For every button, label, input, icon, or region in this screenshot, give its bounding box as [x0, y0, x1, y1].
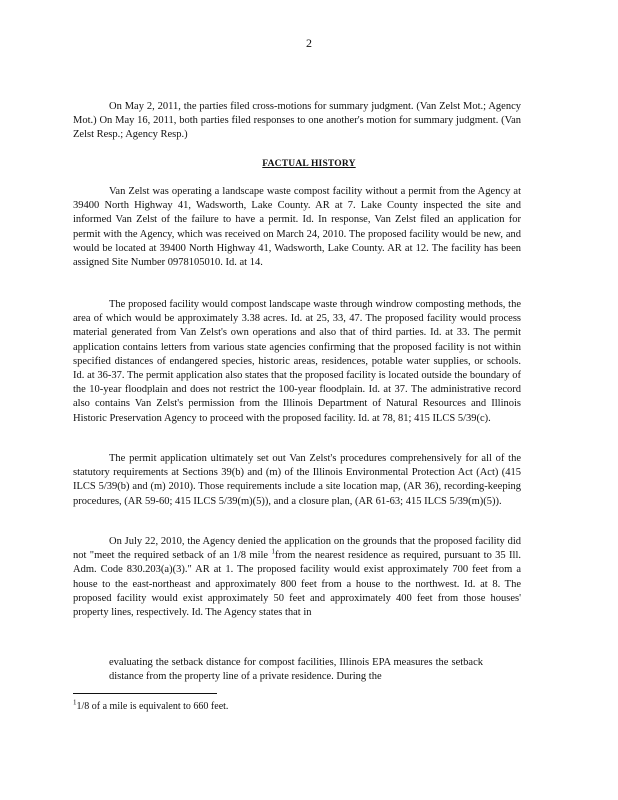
block-quote-text: evaluating the setback distance for compost facilities, Illinois EPA measures the setback distance from the property line of a private residence. During the [109, 656, 483, 682]
paragraph-text: The permit application ultimately set out Van Zelst's procedures comprehensively for all of the statutory requirements at Sections 39(b) and (m) of the Illinois Environmental Protection Act (Act) (415 ILCS 5/39(b) and (m) 2010). Those requirements include a site location map, (AR 36), recording-keeping procedures, (AR 59-60; 415 ILCS 5/39(m)(5)), and a closure plan, (AR 61-63; 415 ILCS 5/39(m)(5)). [73, 453, 521, 507]
block-quote [109, 645, 483, 694]
paragraph-cross-motions [73, 100, 521, 143]
paragraph-operating-facility [73, 185, 521, 270]
section-heading-text: FACTUAL HISTORY [262, 159, 356, 169]
footnote-text: 1/8 of a mile is equivalent to 660 feet. [76, 701, 229, 712]
footnote-reference: 1 [271, 547, 275, 556]
paragraph-text: On May 2, 2011, the parties filed cross-motions for summary judgment. (Van Zelst Mot.; Agency Mot.) On May 16, 2011, both parties filed responses to one another's motion for summary judgment. (Van Zelst Resp.; Agency Resp.) [73, 101, 521, 141]
paragraph-text [73, 535, 521, 620]
paragraph-text: The proposed facility would compost landscape waste through windrow composting methods, the area of which would be approximately 3.38 acres. Id. at 25, 33, 47. The proposed facility would process material generated from Van Zelst's own operations and also that of third parties. Id. at 33. The permit application contains letters from various state agencies confirming that the proposed facility is not within specified distances of endangered species, historic areas, residences, potable water supplies, or schools. Id. at 36-37. The permit application also states that the proposed facility is located outside the boundary of the 10-year floodplain and does not restrict the 100-year floodplain. Id. at 37. The administrative record also contains Van Zelst's permission from the Illinois Department of Natural Resources and Illinois Historic Preservation Agency to proceed with the proposed facility. Id. at 78, 81; 415 ILCS 5/39(c). [73, 299, 521, 424]
paragraph-text-end: from the nearest residence as required, pursuant to 35 Ill. Adm. Code 830.203(a)(3)." AR at 1. The proposed facility would exist approximately 700 feet from a house to the east-northeast and approximately 800 feet from a house to the northwest. Id. at 8. The proposed facility would exist approximately 50 feet and approximately 400 feet from those houses' property lines, respectively. Id. The Agency states that in [73, 550, 522, 619]
footnote-marker: 1 [73, 698, 77, 707]
paragraph-text: Van Zelst was operating a landscape waste compost facility without a permit from the Agency at 39400 North Highway 41, Wadsworth, Lake County. AR at 7. Lake County inspected the site and informed Van Zelst of the failure to have a permit. Id. In response, Van Zelst filed an application for permit with the Agency, which was received on March 24, 2010. The proposed facility would be new, and would be located at 39400 North Highway 41, Wadsworth, Lake County. AR at 12. The facility has been assigned Site Number 0978105010. Id. at 14. [73, 186, 521, 269]
paragraph-denial [73, 535, 521, 620]
section-heading [0, 159, 618, 169]
paragraph-text-start: On July 22, 2010, the Agency denied the application on the grounds that the proposed facility did not "meet the required setback of an 1/8 mile [73, 536, 521, 562]
footnote-divider [73, 693, 217, 694]
paragraph-permit-requirements [73, 452, 521, 509]
page-number: 2 [306, 36, 312, 50]
footnote [73, 700, 521, 713]
paragraph-proposed-facility [73, 298, 521, 426]
